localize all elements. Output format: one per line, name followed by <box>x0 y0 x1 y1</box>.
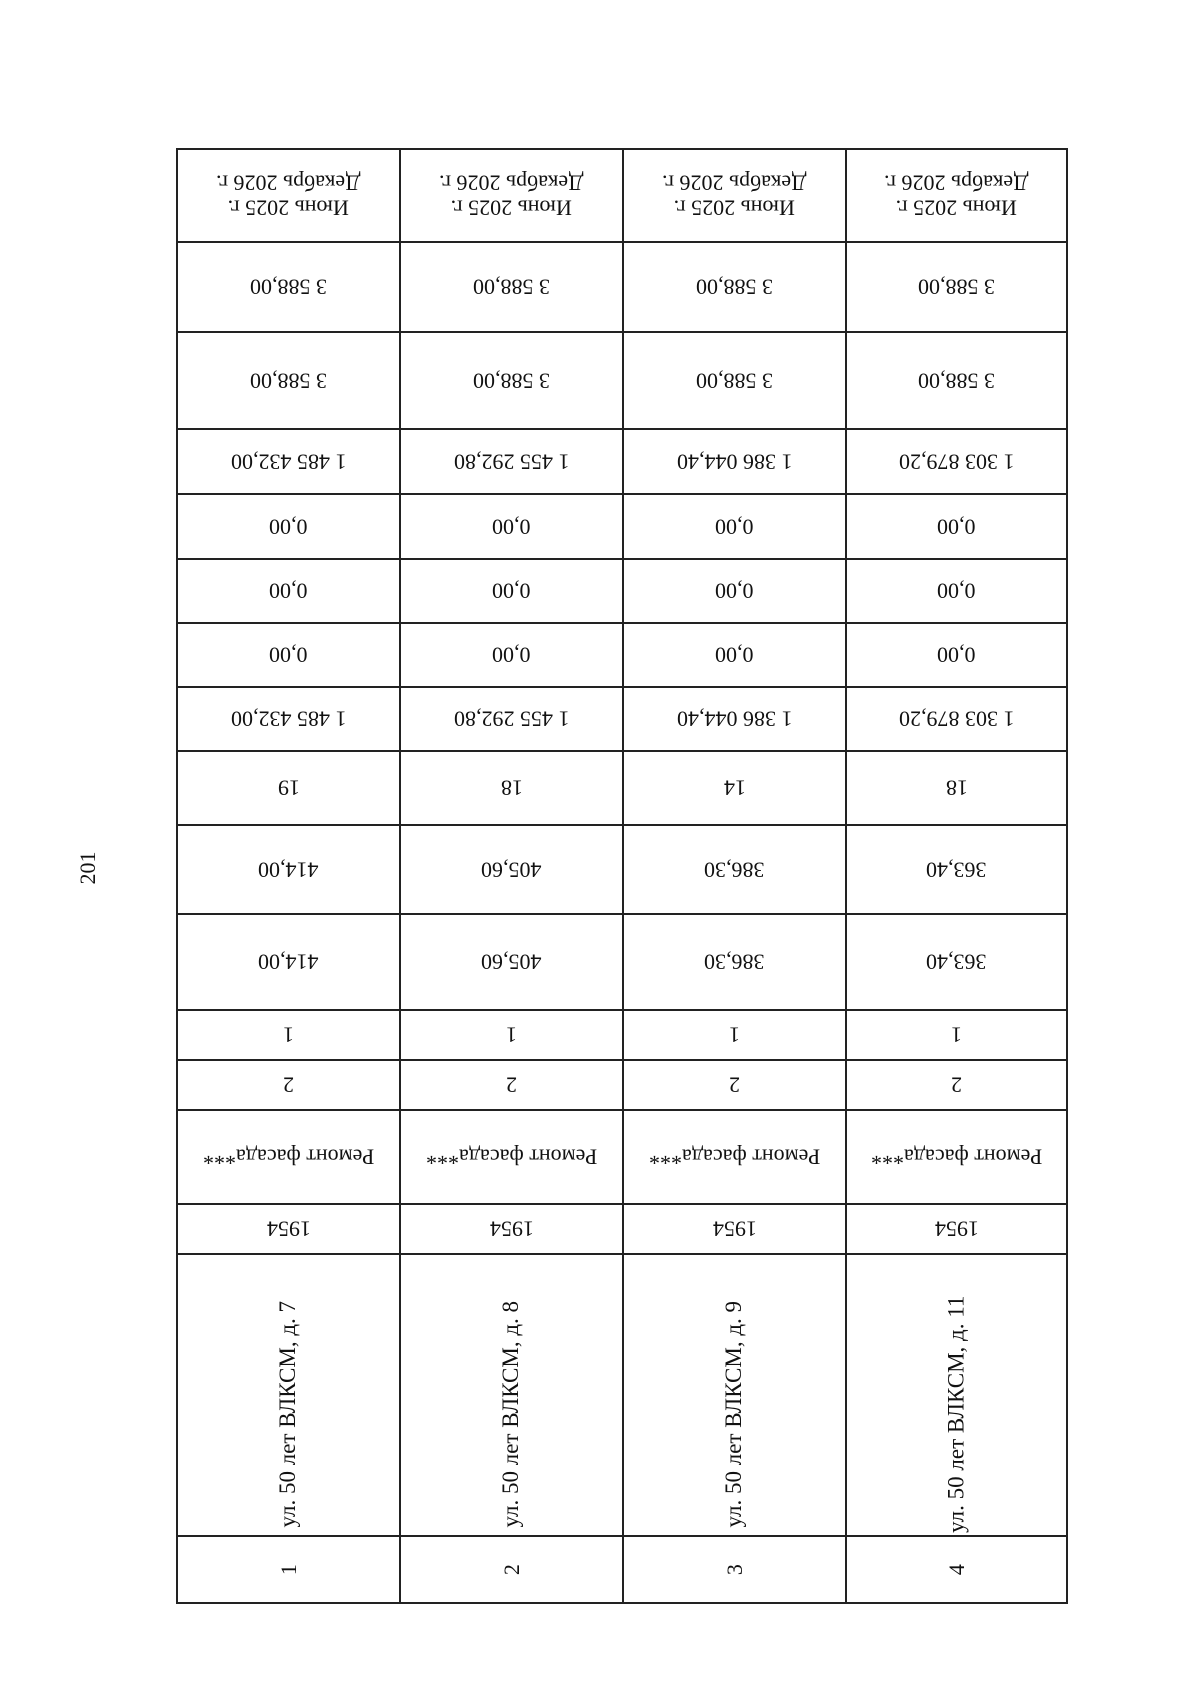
repair-schedule-table <box>176 148 1068 1604</box>
z3-text: 0,00 <box>269 514 308 540</box>
cell-residents <box>624 750 845 824</box>
cell-residents <box>401 750 622 824</box>
table-row <box>176 148 399 1604</box>
cell-work <box>178 1109 399 1203</box>
cell-total <box>624 686 845 750</box>
cell-z3 <box>624 493 845 558</box>
cell-total <box>401 686 622 750</box>
cell-z2 <box>401 558 622 622</box>
cell-work <box>624 1109 845 1203</box>
c2-text: 2 <box>506 1072 517 1098</box>
c2-text: 2 <box>951 1072 962 1098</box>
total2-text: 1 303 879,20 <box>898 449 1015 475</box>
c1-text: 1 <box>729 1022 740 1048</box>
row-number: 3 <box>721 1563 747 1575</box>
total-text: 1 303 879,20 <box>898 706 1015 732</box>
area2-text: 363,40 <box>926 857 987 883</box>
unit2-text: 3 588,00 <box>250 368 327 394</box>
cell-area2 <box>624 824 845 913</box>
cell-period <box>624 148 845 241</box>
period-line: Июнь 2025 г. <box>673 195 796 221</box>
z2-text: 0,00 <box>937 578 976 604</box>
cell-year <box>624 1203 845 1253</box>
period-text <box>439 170 583 221</box>
table-row <box>845 148 1068 1604</box>
z1-text: 0,00 <box>937 642 976 668</box>
total-text: 1 386 044,40 <box>676 706 793 732</box>
cell-num <box>624 1535 845 1604</box>
work-text: Ремонт фасада*** <box>870 1144 1043 1170</box>
unit2-text: 3 588,00 <box>473 368 550 394</box>
cell-unit1 <box>847 241 1066 331</box>
period-line: Декабрь 2026 г. <box>216 170 361 196</box>
cell-z1 <box>401 622 622 686</box>
z3-text: 0,00 <box>492 514 531 540</box>
total-text: 1 455 292,80 <box>453 706 570 732</box>
cell-area2 <box>401 824 622 913</box>
c1-text: 1 <box>283 1022 294 1048</box>
unit1-text: 3 588,00 <box>473 274 550 300</box>
period-line: Июнь 2025 г. <box>895 195 1018 221</box>
cell-area1 <box>178 913 399 1009</box>
cell-work <box>847 1109 1066 1203</box>
cell-c1 <box>624 1009 845 1059</box>
period-text <box>662 170 806 221</box>
residents-text: 19 <box>277 775 300 801</box>
c1-text: 1 <box>951 1022 962 1048</box>
residents-text: 14 <box>723 775 746 801</box>
total2-text: 1 455 292,80 <box>453 449 570 475</box>
cell-c1 <box>401 1009 622 1059</box>
table-row <box>399 148 622 1604</box>
cell-c2 <box>624 1059 845 1109</box>
row-number: 4 <box>943 1563 969 1575</box>
unit2-text: 3 588,00 <box>918 368 995 394</box>
row-number: 2 <box>498 1563 524 1575</box>
cell-z3 <box>178 493 399 558</box>
cell-unit2 <box>624 331 845 428</box>
cell-num <box>178 1535 399 1604</box>
address-text: ул. 50 лет ВЛКСМ, д. 11 <box>943 1295 969 1533</box>
cell-work <box>401 1109 622 1203</box>
cell-address <box>624 1253 845 1535</box>
area1-text: 414,00 <box>258 949 319 975</box>
z1-text: 0,00 <box>269 642 308 668</box>
z2-text: 0,00 <box>269 578 308 604</box>
z1-text: 0,00 <box>492 642 531 668</box>
z3-text: 0,00 <box>715 514 754 540</box>
cell-unit1 <box>401 241 622 331</box>
row-number: 1 <box>275 1563 301 1575</box>
period-text <box>884 170 1028 221</box>
cell-c2 <box>178 1059 399 1109</box>
cell-area1 <box>847 913 1066 1009</box>
unit2-text: 3 588,00 <box>696 368 773 394</box>
cell-year <box>178 1203 399 1253</box>
area2-text: 386,30 <box>704 857 765 883</box>
page-number: 201 <box>75 851 100 885</box>
cell-total2 <box>847 428 1066 493</box>
unit1-text: 3 588,00 <box>250 274 327 300</box>
address-text: ул. 50 лет ВЛКСМ, д. 7 <box>275 1300 301 1528</box>
cell-unit2 <box>401 331 622 428</box>
cell-z3 <box>401 493 622 558</box>
c2-text: 2 <box>283 1072 294 1098</box>
year-text: 1954 <box>712 1216 757 1242</box>
cell-num <box>401 1535 622 1604</box>
c2-text: 2 <box>729 1072 740 1098</box>
period-line: Июнь 2025 г. <box>450 195 573 221</box>
total2-text: 1 485 432,00 <box>230 449 347 475</box>
area1-text: 405,60 <box>481 949 542 975</box>
cell-c2 <box>847 1059 1066 1109</box>
cell-year <box>401 1203 622 1253</box>
cell-address <box>401 1253 622 1535</box>
period-line: Декабрь 2026 г. <box>662 170 807 196</box>
c1-text: 1 <box>506 1022 517 1048</box>
cell-z1 <box>847 622 1066 686</box>
unit1-text: 3 588,00 <box>918 274 995 300</box>
cell-area2 <box>847 824 1066 913</box>
area1-text: 386,30 <box>704 949 765 975</box>
cell-unit2 <box>847 331 1066 428</box>
year-text: 1954 <box>934 1216 979 1242</box>
cell-total2 <box>624 428 845 493</box>
residents-text: 18 <box>500 775 523 801</box>
cell-residents <box>178 750 399 824</box>
address-text: ул. 50 лет ВЛКСМ, д. 9 <box>721 1300 747 1528</box>
area2-text: 414,00 <box>258 857 319 883</box>
period-line: Декабрь 2026 г. <box>439 170 584 196</box>
z2-text: 0,00 <box>492 578 531 604</box>
z1-text: 0,00 <box>715 642 754 668</box>
cell-year <box>847 1203 1066 1253</box>
cell-total2 <box>401 428 622 493</box>
cell-period <box>178 148 399 241</box>
cell-period <box>847 148 1066 241</box>
cell-area1 <box>624 913 845 1009</box>
z3-text: 0,00 <box>937 514 976 540</box>
cell-total2 <box>178 428 399 493</box>
area1-text: 363,40 <box>926 949 987 975</box>
cell-c1 <box>178 1009 399 1059</box>
cell-unit2 <box>178 331 399 428</box>
work-text: Ремонт фасада*** <box>648 1144 821 1170</box>
cell-area1 <box>401 913 622 1009</box>
cell-unit1 <box>178 241 399 331</box>
work-text: Ремонт фасада*** <box>425 1144 598 1170</box>
total2-text: 1 386 044,40 <box>676 449 793 475</box>
cell-c2 <box>401 1059 622 1109</box>
table-row <box>622 148 845 1604</box>
cell-z1 <box>178 622 399 686</box>
cell-c1 <box>847 1009 1066 1059</box>
cell-address <box>847 1253 1066 1535</box>
year-text: 1954 <box>489 1216 534 1242</box>
cell-z3 <box>847 493 1066 558</box>
cell-total <box>178 686 399 750</box>
address-text: ул. 50 лет ВЛКСМ, д. 8 <box>498 1300 524 1528</box>
cell-period <box>401 148 622 241</box>
work-text: Ремонт фасада*** <box>202 1144 375 1170</box>
z2-text: 0,00 <box>715 578 754 604</box>
cell-z2 <box>178 558 399 622</box>
cell-address <box>178 1253 399 1535</box>
period-line: Декабрь 2026 г. <box>884 170 1029 196</box>
period-line: Июнь 2025 г. <box>227 195 350 221</box>
cell-num <box>847 1535 1066 1604</box>
cell-z2 <box>847 558 1066 622</box>
period-text <box>216 170 360 221</box>
cell-unit1 <box>624 241 845 331</box>
total-text: 1 485 432,00 <box>230 706 347 732</box>
residents-text: 18 <box>945 775 968 801</box>
cell-residents <box>847 750 1066 824</box>
cell-area2 <box>178 824 399 913</box>
unit1-text: 3 588,00 <box>696 274 773 300</box>
cell-total <box>847 686 1066 750</box>
cell-z2 <box>624 558 845 622</box>
year-text: 1954 <box>266 1216 311 1242</box>
cell-z1 <box>624 622 845 686</box>
area2-text: 405,60 <box>481 857 542 883</box>
